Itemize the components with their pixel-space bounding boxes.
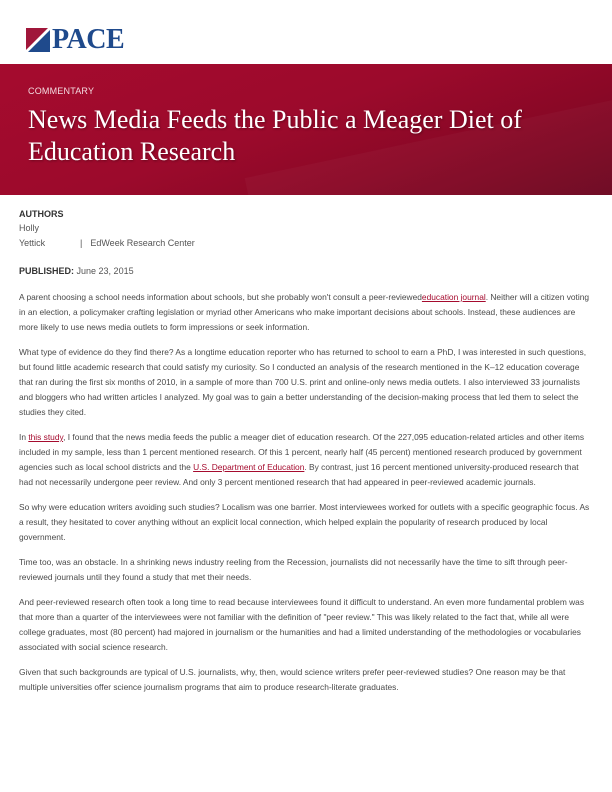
author-row	[19, 236, 195, 251]
paragraph-3	[19, 430, 593, 490]
paragraph-6: And peer-reviewed research often took a long time to read because interviewees found it difficult to understand. An even more fundamental problem was that more than a quarter of the interviewees were not familiar with the definition of "peer review." This was likely related to the fact that, while all were college graduates, most (80 percent) had majored in journalism or the humanities and had a limited understanding of the methodologies or vocabularies associated with social science research.	[19, 597, 585, 652]
article-body	[19, 290, 593, 705]
paragraph-text: , I found that the news media feeds the public a meager diet of education research. Of the 227,095 education-related articles and other items included in my sample, less than 1 percent mentioned research. Of this 1 percent, nearly half (45 percent) mentioned research produced by government agencies such as local school districts and the	[19, 432, 585, 472]
this-study-link[interactable]: this study	[28, 432, 64, 442]
article-category: COMMENTARY	[28, 86, 95, 96]
author-last-name[interactable]: Yettick	[19, 238, 46, 248]
paragraph-text: . Neither will a citizen voting in an election, a policymaker crafting legislation or myriad other Americans who make important decisions about schools. Instead, these audiences are more likely to use news media outlets to form impressions or seek information.	[19, 292, 590, 332]
paragraph-2: What type of evidence do they find there? As a longtime education reporter who has returned to school to earn a PhD, I was interested in such questions, but found little academic research that could satisfy my curiosity. So I conducted an analysis of the research mentioned in the K–12 education coverage that ran during the first six months of 2010, in a sample of more than 700 U.S. print and online-only news media outlets. I also interviewed 33 journalists and bloggers who had written articles I analyzed. My goal was to gain a better understanding of the decision-making process that led them to select the studies they cited.	[19, 347, 587, 417]
pace-logo-text: PACE	[52, 24, 125, 55]
education-journal-link[interactable]: education journal	[421, 292, 486, 302]
published-date	[19, 266, 134, 276]
published-value: June 23, 2015	[76, 266, 134, 276]
paragraph-text: A parent choosing a school needs information about schools, but she probably won't consult a peer-reviewed	[19, 292, 422, 302]
article-header-banner	[0, 64, 612, 195]
author-separator: |	[80, 238, 83, 248]
authors-label: AUTHORS	[19, 209, 64, 219]
pace-logo[interactable]	[26, 24, 125, 55]
author-affiliation: EdWeek Research Center	[90, 238, 195, 248]
paragraph-text: In	[19, 432, 29, 442]
paragraph-4: So why were education writers avoiding such studies? Localism was one barrier. Most interviewees worked for outlets with a specific geographic focus. As a result, they hesitated to cover anything without an explicit local connection, which helped explain the popularity of research produced by local government.	[19, 502, 590, 542]
paragraph-5: Time too, was an obstacle. In a shrinking news industry reeling from the Recession, journalists did not necessarily have the time to sift through peer-reviewed journals until they found a study that met their needs.	[19, 557, 568, 582]
author-first-name[interactable]: Holly	[19, 223, 40, 233]
us-department-of-education-link[interactable]: U.S. Department of Education	[193, 462, 305, 472]
authors-section	[19, 208, 195, 251]
article-title: News Media Feeds the Public a Meager Diet of Education Research	[28, 105, 522, 166]
paragraph-text: . By contrast, just 16 percent mentioned university-produced research that had not necessarily undergone peer review. And only 3 percent mentioned research that had appeared in peer-reviewed academic journals.	[19, 462, 579, 487]
published-label: PUBLISHED:	[19, 266, 75, 276]
pace-logo-mark-icon	[26, 28, 50, 52]
paragraph-1	[19, 290, 593, 335]
paragraph-7: Given that such backgrounds are typical of U.S. journalists, why, then, would science writers prefer peer-reviewed studies? One reason may be that multiple universities offer science journalism programs that aim to produce research-literate graduates.	[19, 667, 566, 692]
